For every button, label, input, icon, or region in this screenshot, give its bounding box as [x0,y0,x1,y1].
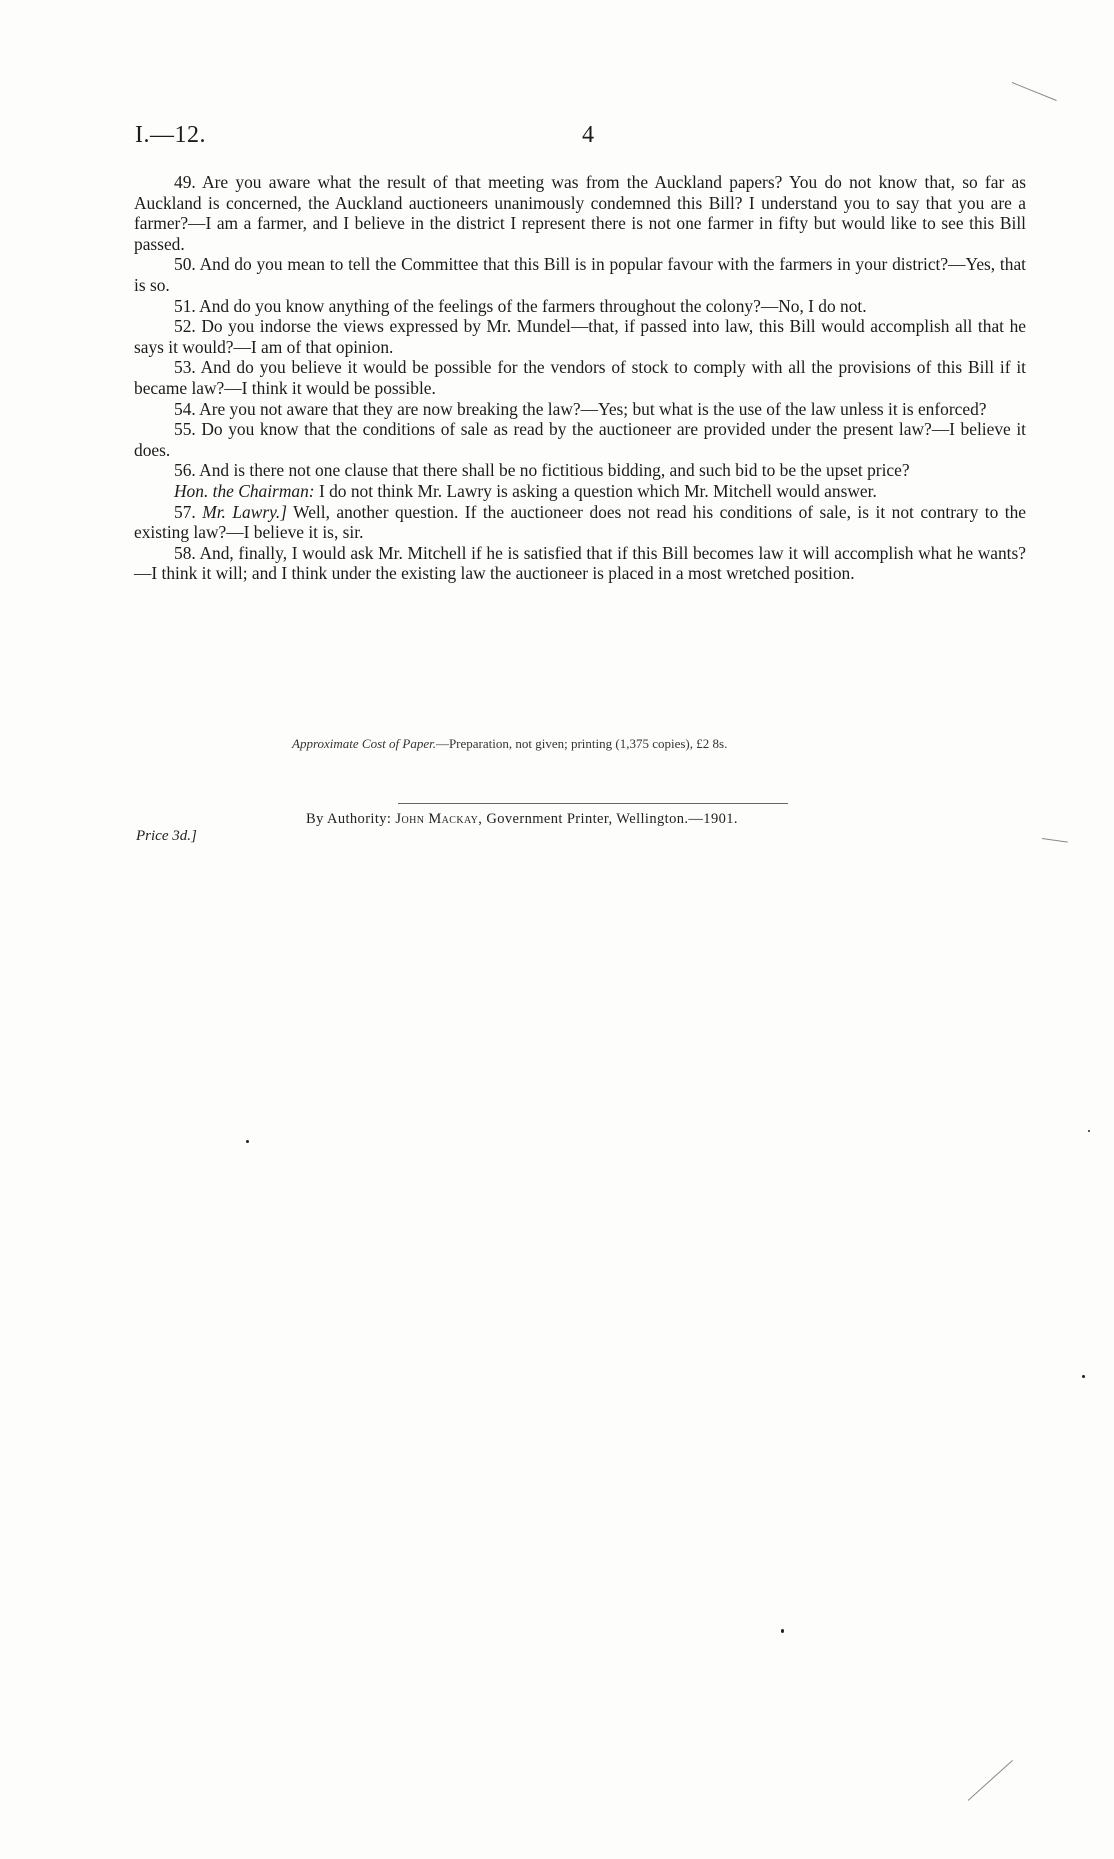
paper-reference: I.—12. [135,122,206,148]
printer-imprint: By Authority: John Mackay, Government Printer, Wellington.—1901. [306,811,738,827]
scan-mark [968,1760,1013,1801]
page-number: 4 [582,122,594,148]
paragraph-55: 55. Do you know that the conditions of sale as read by the auctioneer are provided under the present law?—I believe it does. [134,419,1026,460]
paragraph-57: 57. Mr. Lawry.] Well, another question. If the auctioneer does not read his conditions of sale, is it not contrary to the existing law?—I believe it is, sir. [134,501,1026,543]
paragraph-chairman: Hon. the Chairman: I do not think Mr. Lawry is asking a question which Mr. Mitchell would answer. [174,480,877,501]
scan-speck [781,1629,784,1633]
footer-divider [398,803,788,804]
speaker-name: Hon. the Chairman: [174,480,315,501]
cost-of-paper-note: Approximate Cost of Paper.—Preparation, not given; printing (1,375 copies), £2 8s. [292,736,728,751]
paragraph-50: 50. And do you mean to tell the Committee that this Bill is in popular favour with the farmers in your district?—Yes, that is so. [134,254,1027,295]
scan-mark [1042,838,1068,843]
scan-speck [1088,1130,1090,1132]
paragraph-58: 58. And, finally, I would ask Mr. Mitchell if he is satisfied that if this Bill becomes law it will accomplish what he wants?—I think it will; and I think under the existing law the auctioneer is placed in a most wretched position. [134,542,1027,584]
paragraph-49: 49. Are you aware what the result of that meeting was from the Auckland papers? You do not know that, so far as Auckland is concerned, the Auckland auctioneers unanimously condemned this Bill? I understand you to say that you are a farmer?—I am a farmer, and I believe in the district I represent there is not one farmer in fifty but would like to see this Bill passed. [134,172,1026,254]
paragraph-54: 54. Are you not aware that they are now breaking the law?—Yes; but what is the use of the law unless it is enforced? [174,398,987,419]
speaker-name: Mr. Lawry.] [202,501,287,522]
scan-speck [246,1140,249,1143]
price-note: Price 3d.] [136,828,197,844]
paragraph-52: 52. Do you indorse the views expressed by Mr. Mundel—that, if passed into law, this Bill would accomplish all that he says it would?—I am of that opinion. [134,316,1026,357]
scan-mark [1012,82,1057,101]
paragraph-51: 51. And do you know anything of the feelings of the farmers throughout the colony?—No, I do not. [174,295,867,316]
scan-speck [1082,1375,1085,1378]
paragraph-56: 56. And is there not one clause that there shall be no fictitious bidding, and such bid to be the upset price? [174,460,910,481]
paragraph-53: 53. And do you believe it would be possible for the vendors of stock to comply with all the provisions of this Bill if it became law?—I think it would be possible. [134,357,1026,398]
printer-name: John Mackay [395,811,479,827]
evidence-body [134,172,1026,584]
